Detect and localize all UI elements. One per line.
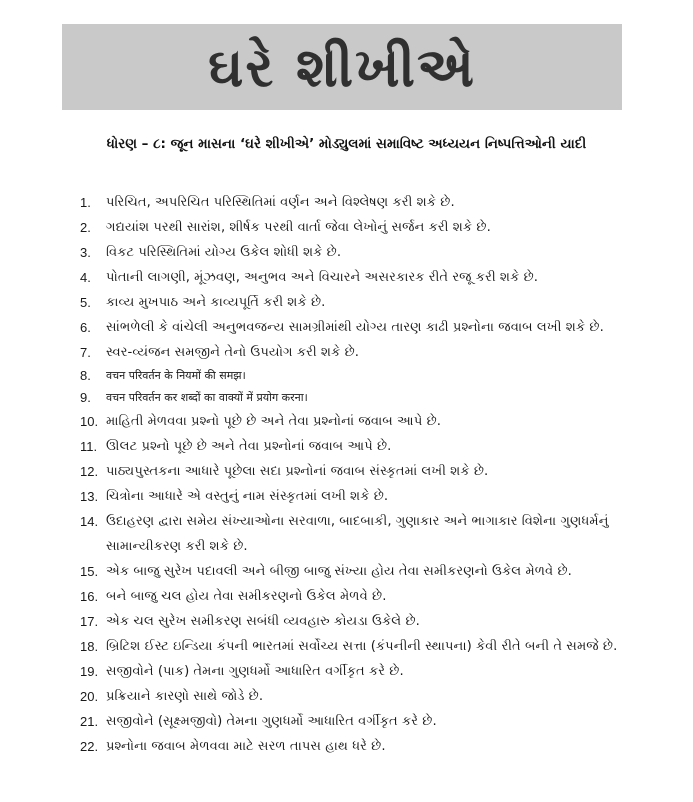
list-item-number: 1. [80,195,91,210]
list-item [80,215,640,240]
list-item [80,709,640,734]
list-item [80,315,640,340]
list-item [80,684,640,709]
list-item-number: 6. [80,320,91,335]
title-banner [62,24,622,110]
list-item-text: પાઠ્યપુસ્તકના આધારે પૂછેલા સદા પ્રશ્નોનાં જવાબ સંસ્કૃતમાં લખી શકે છે. [106,464,489,479]
list-item-number: 13. [80,489,99,504]
list-item-number: 9. [80,390,91,405]
list-item-text: સ્વર-વ્યંજન સમજીને તેનો ઉપયોગ કરી શકે છે. [106,345,359,360]
list-item [80,290,640,315]
list-item [80,434,640,459]
list-item [80,734,640,759]
list-item-text: ગદ્યયાંશ પરથી સારાંશ, શીર્ષક પરથી વાર્તા જેવા લેખોનું સર્જન કરી શકે છે. [106,220,491,235]
list-item [80,659,640,684]
list-item-text: वचन परिवर्तन के नियमों की समझ। [106,369,246,382]
list-item-number: 14. [80,514,99,529]
list-item-text: પોતાની લાગણી, મૂંઝવણ, અનુભવ અને વિચારને અસરકારક રીતે રજૂ કરી શકે છે. [106,270,538,285]
list-item-number: 11. [80,439,98,454]
list-item-number: 3. [80,245,91,260]
list-item-text: કાવ્ય મુખપાઠ અને કાવ્યપૂર્તિ કરી શકે છે. [106,295,326,310]
list-item-number: 19. [80,664,99,679]
list-item [80,609,640,634]
list-item [80,409,640,434]
list-item-text: પરિચિત, અપરિચિત પરિસ્થિતિમાં વર્ણન અને વિશ્લેષણ કરી શકે છે. [106,195,455,210]
list-item [80,509,640,559]
list-item-number: 16. [80,589,99,604]
list-item [80,484,640,509]
list-item [80,365,640,387]
list-item [80,559,640,584]
list-item-text: પ્રક્રિયાને કારણો સાથે જોડે છે. [106,689,264,704]
list-item [80,634,640,659]
list-item-text: બને બાજુ ચલ હોય તેવા સમીકરણનો ઉકેલ મેળવે છે. [106,589,387,604]
list-item [80,584,640,609]
list-item [80,340,640,365]
list-item-text: वचन परिवर्तन कर शब्दों का वाक्यों में प्रयोग करना। [106,391,308,404]
list-item-text: ચિત્રોના આધારે એ વસ્તુનું નામ સંસ્કૃતમાં લખી શકે છે. [106,489,389,504]
list-item-number: 22. [80,739,99,754]
list-item-text: સજીવોને (સૂક્ષ્મજીવો) તેમના ગુણધર્મો આધારિત વર્ગીકૃત કરે છે. [106,714,437,729]
list-item-text: એક ચલ સુરેખ સમીકરણ સબંધી વ્યવહારુ કોયડા ઉકેલે છે. [106,614,420,629]
list-item-text: વિકટ પરિસ્થિતિમાં યોગ્ય ઉકેલ શોધી શકે છે. [106,245,342,260]
list-item-text: સજીવોને (પાક) તેમના ગુણધર્મો આધારિત વર્ગીકૃત કરે છે. [106,664,404,679]
list-item-number: 17. [80,614,99,629]
list-item-text: ઉદાહરણ દ્વારા સમેય સંખ્યાઓના સરવાળા, બાદબાકી, ગુણાકાર અને ભાગાકાર વિશેના ગુણધર્મનું સામાન્યીકરણ કરી શકે છે. [106,514,609,554]
list-item [80,459,640,484]
list-item-number: 12. [80,464,99,479]
list-item-number: 2. [80,220,91,235]
list-item-text: બ્રિટિશ ઈસ્ટ ઇન્ડિયા કંપની ભારતમાં સર્વોચ્ય સત્તા (કંપનીની સ્થાપના) કેવી રીતે બની તે સમજે છે. [106,639,618,654]
list-item-number: 7. [80,345,91,360]
learning-outcomes-list [80,190,640,759]
list-item [80,240,640,265]
list-item-text: માહિતી મેળવવા પ્રશ્નો પૂછે છે અને તેવા પ્રશ્નોનાં જવાબ આપે છે. [106,414,441,429]
list-item-text: સાંભળેલી કે વાંચેલી અનુભવજન્ય સામગ્રીમાંથી યોગ્ય તારણ કાઢી પ્રશ્નોના જવાબ લખી શકે છે. [106,320,604,335]
document-subtitle: ધોરણ – ૮: જૂન માસના ‘ઘરે શીખીએ’ મોડ્યુલમાં સમાવિષ્ટ અધ્યયન નિષ્પત્તિઓની યાદી [106,136,587,152]
list-item-number: 15. [80,564,99,579]
list-item-number: 10. [80,414,99,429]
list-item [80,190,640,215]
list-item-number: 5. [80,295,91,310]
list-item-text: પ્રશ્નોના જવાબ મેળવવા માટે સરળ તાપસ હાથ ધરે છે. [106,739,386,754]
list-item-number: 8. [80,368,91,383]
list-item-number: 4. [80,270,91,285]
list-item-text: એક બાજુ સુરેખ પદાવલી અને બીજી બાજુ સંખ્યા હોય તેવા સમીકરણનો ઉકેલ મેળવે છે. [106,564,572,579]
list-item-number: 18. [80,639,99,654]
list-item [80,265,640,290]
list-item-text: ઊલટ પ્રશ્નો પૂછે છે અને તેવા પ્રશ્નોનાં જવાબ આપે છે. [106,439,392,454]
list-item-number: 21. [80,714,99,729]
list-item [80,387,640,409]
list-item-number: 20. [80,689,99,704]
banner-title: ઘરે શીખીએ [208,35,476,99]
